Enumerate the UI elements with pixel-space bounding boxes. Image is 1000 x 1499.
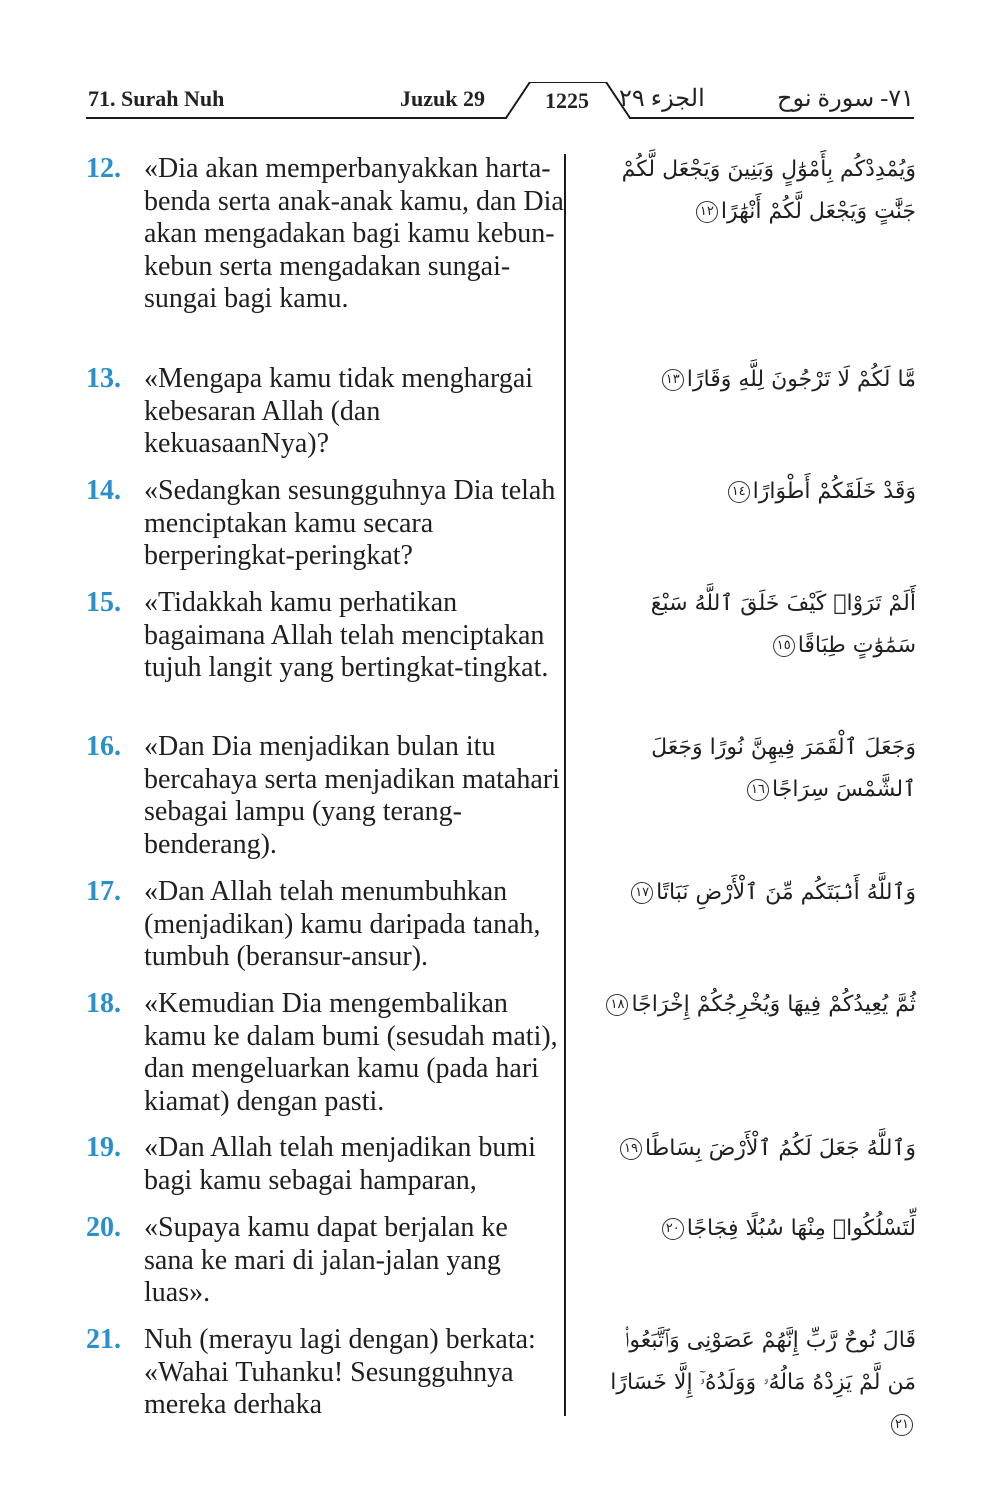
verse-translation: «Tidakkah kamu perhatikan bagaimana Allah telah menciptakan tujuh langit yang bertingkat-tingkat.: [144, 587, 549, 684]
verse-arabic: [596, 727, 916, 811]
verse-arabic: [596, 1208, 916, 1250]
verse-translation: «Mengapa kamu tidak menghargai kebesaran Allah (dan kekuasaanNya)?: [144, 363, 534, 460]
arabic-text: وَجَعَلَ ٱلْقَمَرَ فِيهِنَّ نُورًا وَجَعَلَ ٱلشَّمْسَ سِرَاجًا: [651, 735, 916, 802]
verse-number: 15.: [86, 587, 121, 618]
verse-arabic: [596, 1320, 916, 1446]
ayah-marker: ٢١: [891, 1414, 913, 1436]
verse-arabic: [596, 984, 916, 1026]
arabic-text: لِّتَسْلُكُوا۟ مِنْهَا سُبُلًا فِجَاجًا: [686, 1216, 916, 1241]
ayah-marker: ١٩: [620, 1138, 642, 1160]
arabic-text: أَلَمْ تَرَوْا۟ كَيْفَ خَلَقَ ٱللَّهُ سَبْعَ سَمَٰوَٰتٍ طِبَاقًا: [650, 591, 916, 658]
juz-label-arabic: الجزء ٢٩: [619, 86, 705, 112]
verse-translation: «Dan Allah telah menjadikan bumi bagi kamu sebagai hamparan,: [144, 1132, 536, 1196]
verse-arabic: [596, 149, 916, 233]
arabic-text: وَٱللَّهُ أَنۢبَتَكُم مِّنَ ٱلْأَرْضِ نَبَاتًا: [656, 880, 916, 905]
surah-title-arabic: ٧١- سورة نوح: [776, 86, 914, 112]
arabic-text: قَالَ نُوحٌ رَّبِّ إِنَّهُمْ عَصَوْنِى وَٱتَّبَعُوا۟ مَن لَّمْ يَزِدْهُ مَالُهُۥ وَوَلَدُهُۥٓ إِلَّا خَسَارًا: [610, 1328, 916, 1395]
page-header: [86, 82, 914, 122]
arabic-text: وَقَدْ خَلَقَكُمْ أَطْوَارًا: [752, 479, 916, 504]
verse-number: 16.: [86, 731, 121, 762]
column-divider: [564, 154, 566, 1416]
verse-number: 20.: [86, 1212, 121, 1243]
verse-number: 21.: [86, 1324, 121, 1355]
ayah-marker: ١٥: [773, 635, 795, 657]
ayah-marker: ١٤: [728, 481, 750, 503]
verse-number: 18.: [86, 988, 121, 1019]
arabic-text: ثُمَّ يُعِيدُكُمْ فِيهَا وَيُخْرِجُكُمْ إِخْرَاجًا: [631, 992, 916, 1017]
verse-translation: «Supaya kamu dapat berjalan ke sana ke mari di jalan-jalan yang luas».: [144, 1212, 508, 1309]
verse-translation: «Sedangkan sesungguhnya Dia telah menciptakan kamu secara berperingkat-peringkat?: [144, 475, 556, 572]
page-number: 1225: [545, 88, 589, 113]
ayah-marker: ١٢: [696, 201, 718, 223]
verse-arabic: [596, 1128, 916, 1170]
ayah-marker: ١٨: [606, 994, 628, 1016]
verse-number: 19.: [86, 1132, 121, 1163]
ayah-marker: ١٧: [631, 882, 653, 904]
verse-number: 12.: [86, 153, 121, 184]
arabic-text: مَّا لَكُمْ لَا تَرْجُونَ لِلَّهِ وَقَارًا: [686, 367, 916, 392]
ayah-marker: ٢٠: [662, 1218, 684, 1240]
verse-number: 13.: [86, 363, 121, 394]
verse-translation: «Kemudian Dia mengembalikan kamu ke dalam bumi (sesudah mati), dan mengeluarkan kamu (pada hari kiamat) dengan pasti.: [144, 988, 558, 1117]
verse-arabic: [596, 872, 916, 914]
verse-number: 17.: [86, 876, 121, 907]
arabic-text: وَٱللَّهُ جَعَلَ لَكُمُ ٱلْأَرْضَ بِسَاطًا: [645, 1136, 916, 1161]
arabic-text: وَيُمْدِدْكُم بِأَمْوَٰلٍ وَبَنِينَ وَيَجْعَل لَّكُمْ جَنَّٰتٍ وَيَجْعَل لَّكُمْ أَنْهَٰرًا: [621, 157, 916, 224]
verse-translation: «Dan Dia menjadikan bulan itu bercahaya serta menjadikan matahari sebagai lampu (yang terang-benderang).: [144, 731, 560, 860]
juzuk-label-latin: Juzuk 29: [400, 86, 485, 111]
verse-arabic: [596, 471, 916, 513]
verse-arabic: [596, 583, 916, 667]
ayah-marker: ١٣: [662, 369, 684, 391]
verse-number: 14.: [86, 475, 121, 506]
ayah-marker: ١٦: [747, 779, 769, 801]
verse-translation: «Dia akan memperbanyakkan harta- benda serta anak-anak kamu, dan Dia akan mengadakan bagi kamu kebun-kebun serta mengadakan sungai-sungai bagi kamu.: [144, 153, 564, 315]
verse-arabic: [596, 359, 916, 401]
verse-translation: Nuh (merayu lagi dengan) berkata: «Wahai Tuhanku! Sesungguhnya mereka derhaka: [144, 1324, 536, 1421]
verse-translation: «Dan Allah telah menumbuhkan (menjadikan) kamu daripada tanah, tumbuh (beransur-ansur).: [144, 876, 541, 973]
surah-title-latin: 71. Surah Nuh: [88, 86, 225, 111]
